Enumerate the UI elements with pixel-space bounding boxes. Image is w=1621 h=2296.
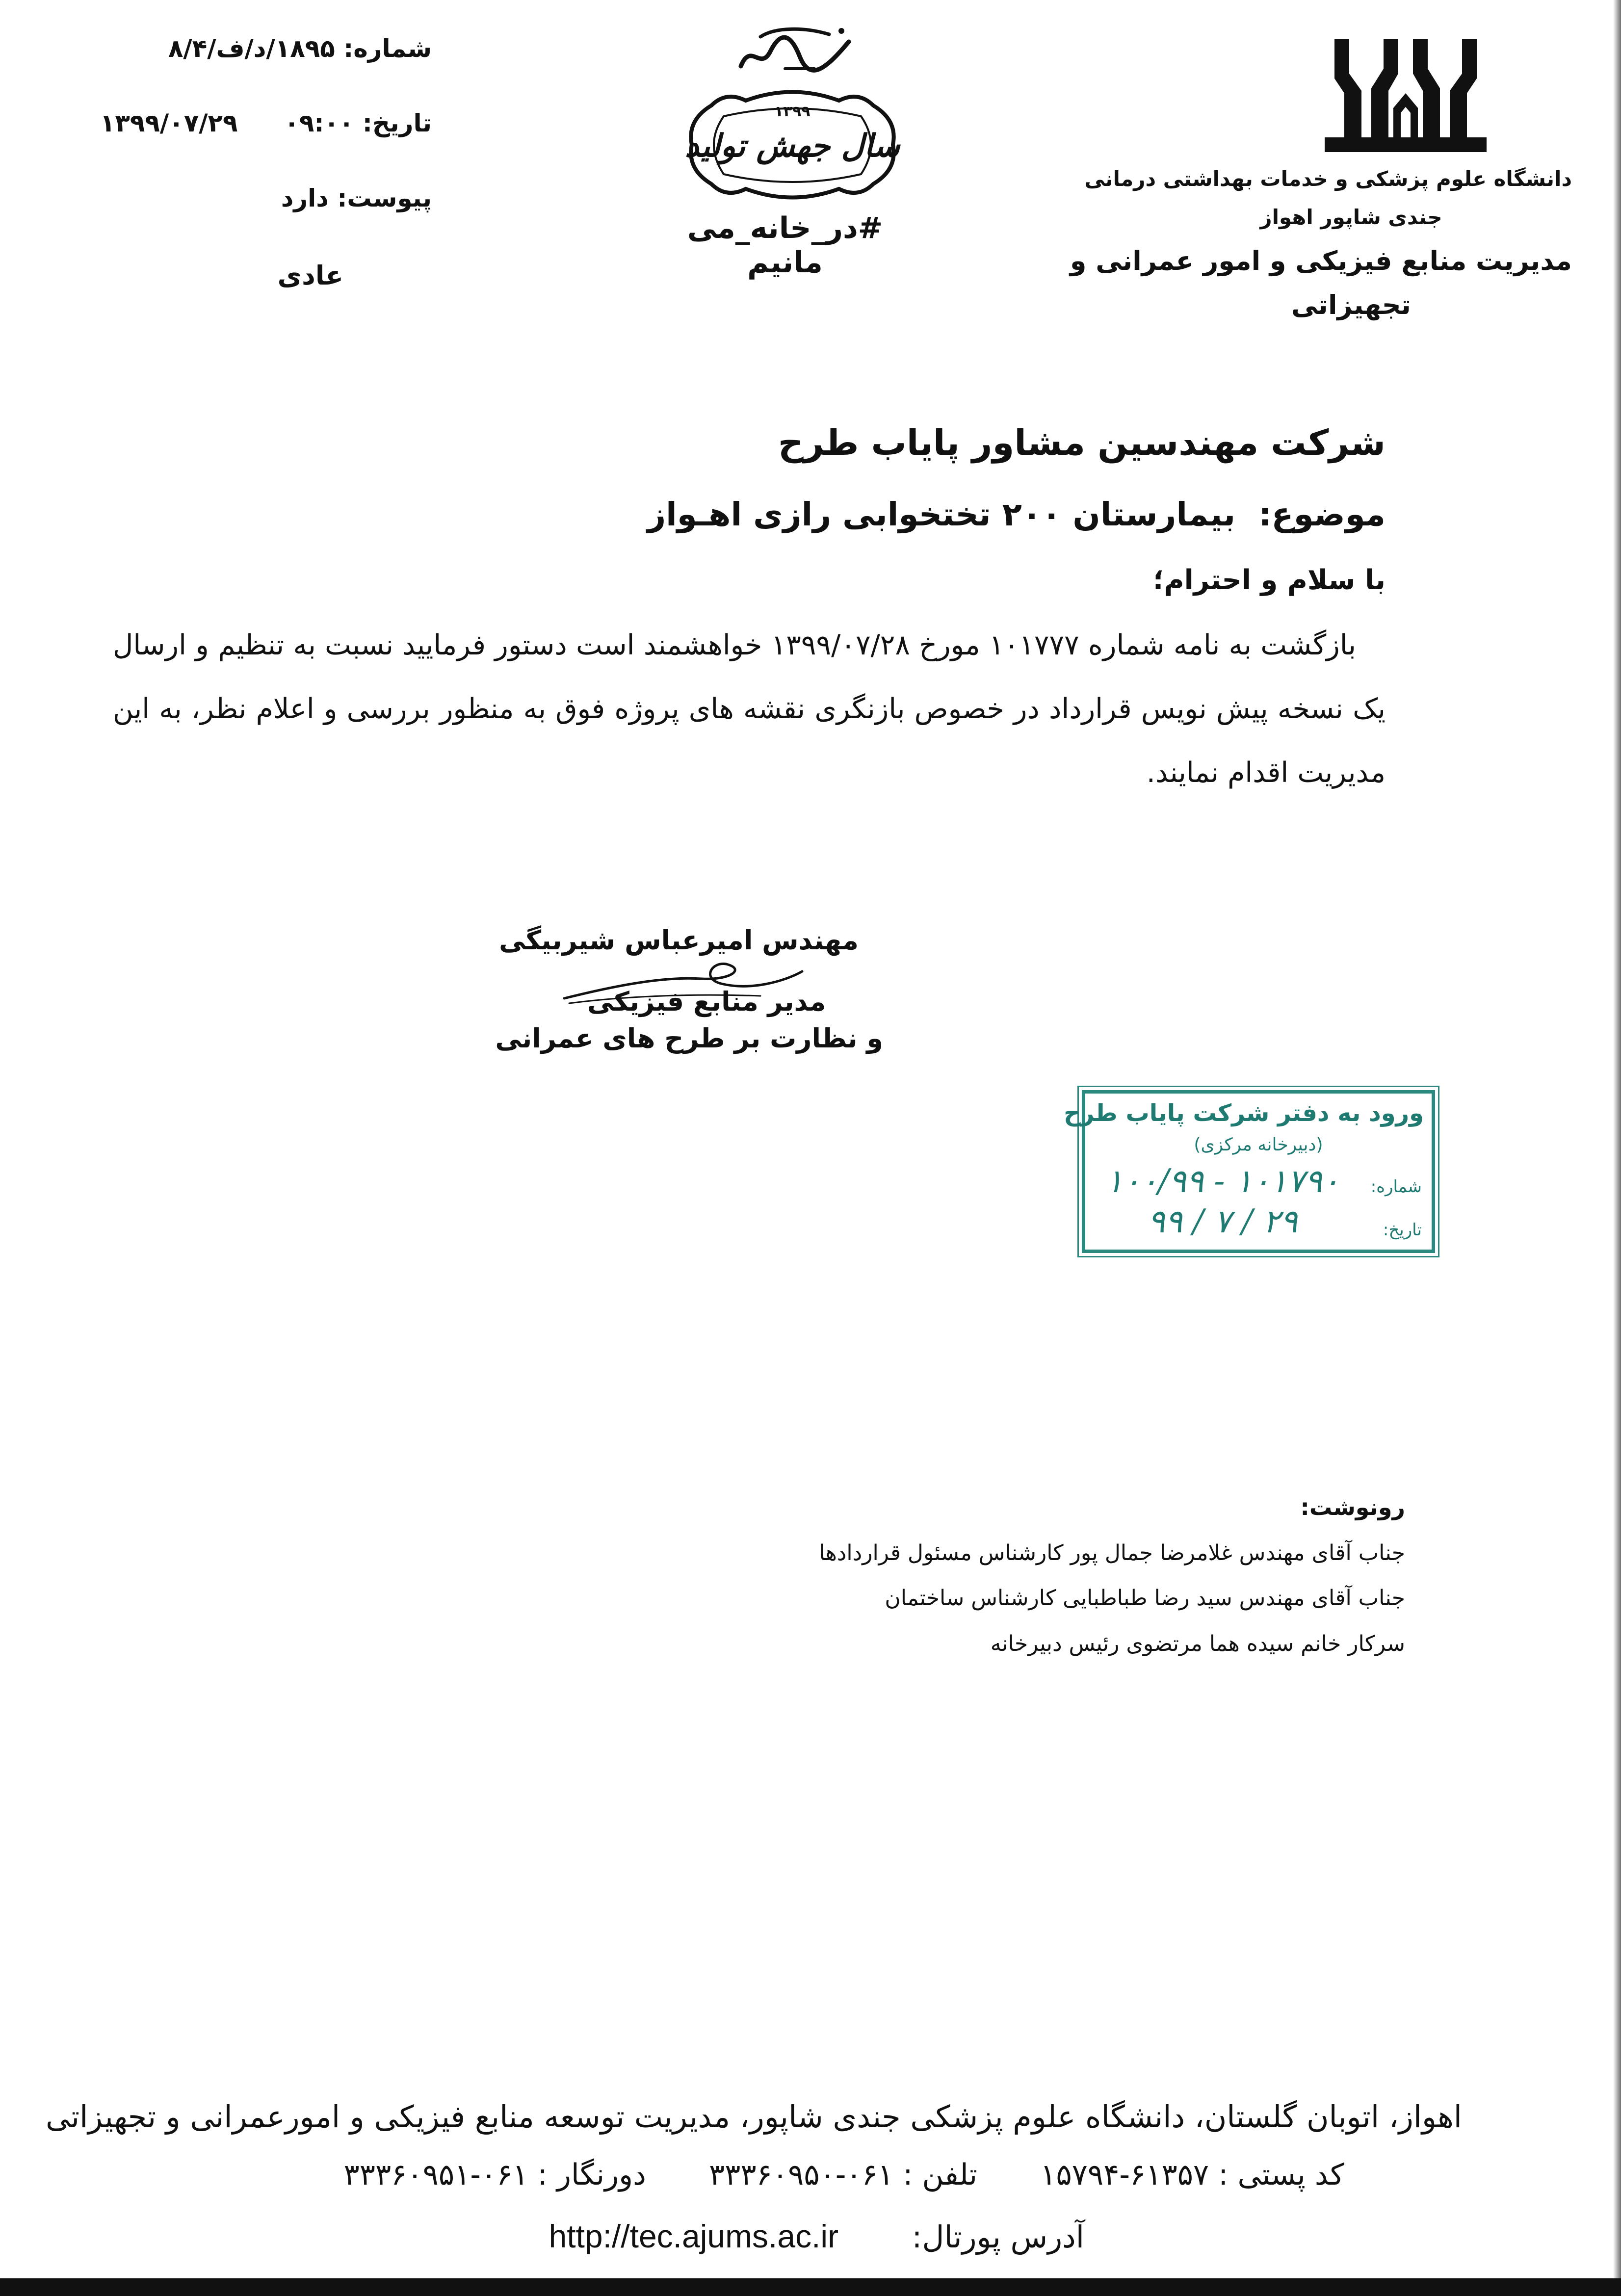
subject-label: موضوع: bbox=[1258, 496, 1386, 533]
letter-date bbox=[100, 109, 432, 137]
stamp-date-label: تاریخ: bbox=[1383, 1220, 1422, 1240]
footer-fax-value: ۰۶۱-۳۳۳۶۰۹۵۱ bbox=[343, 2158, 528, 2192]
cc-item: جناب آقای مهندس سید رضا طباطبایی کارشناس ساختمان bbox=[885, 1586, 1405, 1611]
org-university-name: دانشگاه علوم پزشکی و خدمات بهداشتی درمانی bbox=[1084, 167, 1572, 191]
footer-fax-label: دورنگار : bbox=[537, 2158, 646, 2192]
org-department-line2: تجهیزاتی bbox=[1291, 289, 1411, 320]
signatory-title-line1: مدیر منابع فیزیکی bbox=[587, 986, 826, 1017]
org-university-city: جندی شاپور اهواز bbox=[1260, 205, 1442, 229]
footer-address: اهواز، اتوبان گلستان، دانشگاه علوم پزشکی جندی شاپور، مدیریت توسعه منابع فیزیکی و امورعمرانی و تجهیزاتی bbox=[46, 2099, 1462, 2135]
letter-attachment-label: پیوست: bbox=[337, 184, 432, 212]
cc-heading: رونوشت: bbox=[1300, 1494, 1405, 1520]
letter-attachment bbox=[128, 184, 432, 212]
hashtag-slogan: #در_خانه_می مانیم bbox=[687, 211, 883, 280]
cc-item: سرکار خانم سیده هما مرتضوی رئیس دبیرخانه bbox=[990, 1631, 1405, 1656]
footer-portal-link[interactable]: http://tec.ajums.ac.ir bbox=[549, 2218, 839, 2254]
university-logo-icon bbox=[1325, 34, 1487, 157]
letter-attachment-value: دارد bbox=[281, 184, 329, 212]
footer-postal-label: کد پستی : bbox=[1218, 2158, 1344, 2192]
stamp-number-label: شماره: bbox=[1370, 1177, 1422, 1197]
letter-date-value: ۱۳۹۹/۰۷/۲۹ bbox=[100, 109, 238, 137]
recipient-name: شرکت مهندسین مشاور پایاب طرح bbox=[778, 422, 1386, 463]
stamp-title: ورود به دفتر شرکت پایاب طرح bbox=[1064, 1099, 1424, 1127]
signatory-title-line2: و نظارت بر طرح های عمرانی bbox=[495, 1023, 883, 1054]
footer-contacts bbox=[265, 2158, 1344, 2192]
signatory-name: مهندس امیرعباس شیربیگی bbox=[499, 925, 859, 956]
slogan-text: سال جهش تولید bbox=[684, 128, 900, 164]
letter-body: بازگشت به نامه شماره ۱۰۱۷۷۷ مورخ ۱۳۹۹/۰۷/۲۸ خواهشمند است دستور فرمایید نسبت به تنظیم و ارسال یک نسخه پیش نویس قرارداد در خصوص بازنگری نقشه های پروژه فوق به منظور بررسی و اعلام نظر، به این مدیریت اقدام نمایند. bbox=[113, 629, 1386, 789]
stamp-number-value: ۱۰۰/۹۹ - ۱۰۱۷۹۰ bbox=[1105, 1162, 1340, 1200]
scan-bottom-band bbox=[0, 2278, 1621, 2296]
slogan-seal bbox=[682, 86, 903, 204]
stamp-date-value: ۹۹ / ۷ / ۲۹ bbox=[1148, 1202, 1298, 1240]
letter-subject bbox=[647, 496, 1386, 533]
footer-phone-value: ۰۶۱-۳۳۳۶۰۹۵۰ bbox=[708, 2158, 894, 2192]
slogan-year: ۱۳۹۹ bbox=[774, 103, 810, 120]
letter-priority: عادی bbox=[277, 260, 343, 291]
footer-postal-value: ۶۱۳۵۷-۱۵۷۹۴ bbox=[1040, 2158, 1209, 2192]
subject-text: بیمارستان ۲۰۰ تختخوابی رازی اهـواز bbox=[647, 496, 1236, 533]
receipt-stamp bbox=[1064, 1090, 1435, 1253]
basmala-calligraphy-icon bbox=[731, 22, 859, 78]
letter-time-value: ۰۹:۰۰ bbox=[284, 109, 354, 137]
letter-date-label: تاریخ: bbox=[362, 109, 432, 137]
footer-portal bbox=[505, 2218, 1084, 2255]
footer-phone-label: تلفن : bbox=[903, 2158, 978, 2192]
greeting: با سلام و احترام؛ bbox=[1153, 564, 1386, 596]
letter-number-value: ۱۸۹۵/د/ف/۸/۴ bbox=[168, 34, 335, 63]
stamp-subtitle: (دبیرخانه مرکزی) bbox=[1194, 1135, 1323, 1155]
cc-item: جناب آقای مهندس غلامرضا جمال پور کارشناس مسئول قراردادها bbox=[819, 1540, 1405, 1565]
scan-edge-shadow bbox=[1613, 0, 1621, 2296]
letter-number bbox=[128, 34, 432, 63]
org-department-line1: مدیریت منابع فیزیکی و امور عمرانی و bbox=[1070, 245, 1572, 276]
letter-number-label: شماره: bbox=[343, 34, 432, 63]
footer-portal-label: آدرس پورتال: bbox=[912, 2219, 1084, 2255]
